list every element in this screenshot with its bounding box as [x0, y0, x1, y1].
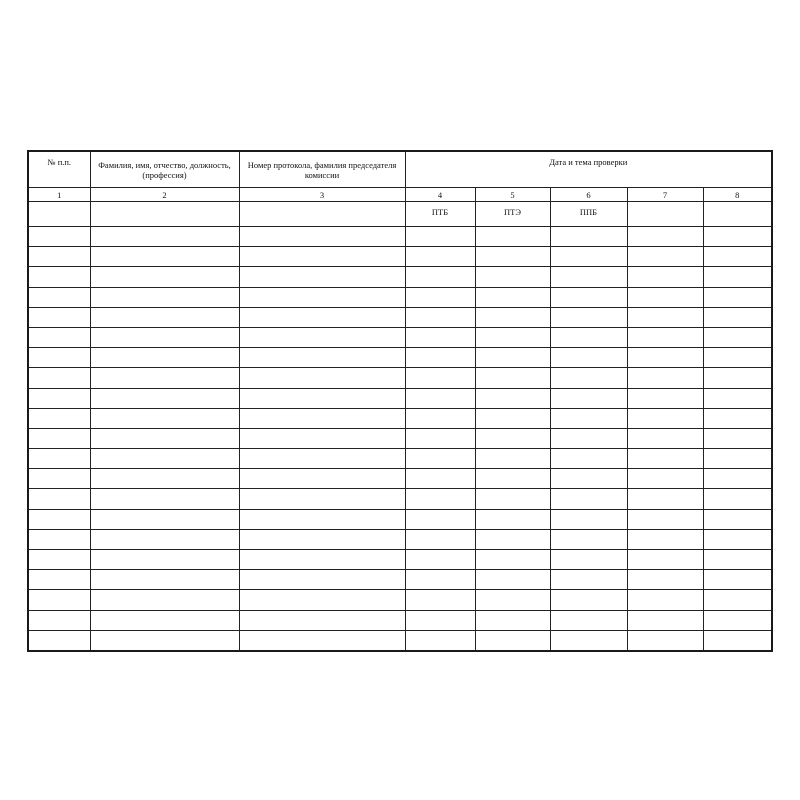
- table-cell[interactable]: [475, 610, 550, 630]
- column-number: 5: [475, 188, 550, 202]
- table-cell[interactable]: [703, 287, 772, 307]
- table-cell[interactable]: [703, 469, 772, 489]
- table-cell[interactable]: [627, 610, 703, 630]
- table-cell[interactable]: [28, 202, 90, 227]
- table-cell[interactable]: [28, 227, 90, 247]
- table-cell[interactable]: [703, 610, 772, 630]
- table-cell[interactable]: [703, 267, 772, 287]
- table-cell[interactable]: [475, 529, 550, 549]
- table-cell[interactable]: [627, 630, 703, 651]
- table-cell[interactable]: [550, 267, 627, 287]
- table-cell[interactable]: [475, 469, 550, 489]
- table-cell[interactable]: [28, 428, 90, 448]
- table-cell[interactable]: [703, 509, 772, 529]
- table-cell[interactable]: [28, 449, 90, 469]
- table-cell[interactable]: [28, 267, 90, 287]
- table-cell[interactable]: [405, 610, 475, 630]
- table-cell[interactable]: [475, 428, 550, 448]
- table-cell[interactable]: [550, 590, 627, 610]
- table-cell[interactable]: [405, 408, 475, 428]
- table-cell[interactable]: [475, 449, 550, 469]
- table-cell[interactable]: [627, 247, 703, 267]
- table-cell[interactable]: [405, 327, 475, 347]
- table-cell[interactable]: [550, 509, 627, 529]
- table-row: [28, 550, 772, 570]
- table-cell[interactable]: [28, 489, 90, 509]
- table-cell[interactable]: [239, 287, 405, 307]
- table-row: [28, 287, 772, 307]
- table-cell[interactable]: [405, 348, 475, 368]
- table-cell[interactable]: [475, 267, 550, 287]
- table-cell[interactable]: [627, 368, 703, 388]
- table-cell[interactable]: [90, 287, 239, 307]
- table-cell[interactable]: [405, 550, 475, 570]
- table-cell[interactable]: [475, 408, 550, 428]
- table-cell[interactable]: [405, 529, 475, 549]
- table-row: [28, 227, 772, 247]
- table-cell[interactable]: [475, 570, 550, 590]
- table-cell[interactable]: [405, 368, 475, 388]
- table-cell[interactable]: [550, 327, 627, 347]
- table-cell[interactable]: [627, 388, 703, 408]
- table-cell[interactable]: [703, 449, 772, 469]
- table-cell[interactable]: [90, 630, 239, 651]
- table-cell[interactable]: [239, 449, 405, 469]
- table-cell[interactable]: [239, 247, 405, 267]
- table-cell[interactable]: [550, 570, 627, 590]
- table-cell[interactable]: [239, 489, 405, 509]
- table-row: [28, 469, 772, 489]
- column-number: 8: [703, 188, 772, 202]
- table-cell[interactable]: [475, 509, 550, 529]
- column-number: 7: [627, 188, 703, 202]
- table-cell[interactable]: [90, 610, 239, 630]
- table-cell[interactable]: [239, 388, 405, 408]
- table-cell[interactable]: [405, 307, 475, 327]
- table-cell[interactable]: [239, 408, 405, 428]
- table-cell[interactable]: [627, 227, 703, 247]
- header-date-topic: Дата и тема проверки: [405, 151, 772, 188]
- table-cell[interactable]: [239, 307, 405, 327]
- table-row: [28, 408, 772, 428]
- topic-label[interactable]: [703, 202, 772, 227]
- table-cell[interactable]: [405, 489, 475, 509]
- table-cell[interactable]: [475, 368, 550, 388]
- table-cell[interactable]: [239, 368, 405, 388]
- table-cell[interactable]: [405, 449, 475, 469]
- column-number: 1: [28, 188, 90, 202]
- table-cell[interactable]: [475, 287, 550, 307]
- topic-label: ПТБ: [405, 202, 475, 227]
- table-cell[interactable]: [475, 247, 550, 267]
- table-cell[interactable]: [90, 590, 239, 610]
- table-cell[interactable]: [550, 388, 627, 408]
- topic-row: [28, 202, 772, 227]
- table-cell[interactable]: [28, 509, 90, 529]
- table-cell[interactable]: [475, 489, 550, 509]
- table-cell[interactable]: [28, 327, 90, 347]
- table-cell[interactable]: [550, 287, 627, 307]
- table-cell[interactable]: [627, 267, 703, 287]
- table-cell[interactable]: [90, 489, 239, 509]
- table-cell[interactable]: [28, 529, 90, 549]
- table-cell[interactable]: [627, 348, 703, 368]
- table-cell[interactable]: [627, 449, 703, 469]
- table-cell[interactable]: [550, 247, 627, 267]
- table-row: [28, 570, 772, 590]
- table-row: [28, 610, 772, 630]
- table-cell[interactable]: [90, 327, 239, 347]
- table-cell[interactable]: [90, 348, 239, 368]
- table-cell[interactable]: [703, 550, 772, 570]
- header-row: [28, 151, 772, 188]
- table-cell[interactable]: [405, 509, 475, 529]
- table-cell[interactable]: [475, 348, 550, 368]
- table-cell[interactable]: [550, 408, 627, 428]
- table-cell[interactable]: [550, 610, 627, 630]
- table-cell[interactable]: [90, 388, 239, 408]
- table-cell[interactable]: [475, 388, 550, 408]
- table-cell[interactable]: [703, 489, 772, 509]
- table-row: [28, 388, 772, 408]
- table-cell[interactable]: [405, 590, 475, 610]
- table-cell[interactable]: [239, 267, 405, 287]
- table-row: [28, 489, 772, 509]
- table-cell[interactable]: [239, 348, 405, 368]
- table-cell[interactable]: [550, 529, 627, 549]
- table-cell[interactable]: [475, 227, 550, 247]
- table-cell[interactable]: [239, 202, 405, 227]
- table-row: [28, 428, 772, 448]
- table-cell[interactable]: [239, 610, 405, 630]
- table-cell[interactable]: [28, 630, 90, 651]
- table-cell[interactable]: [550, 489, 627, 509]
- table-cell[interactable]: [28, 247, 90, 267]
- table-cell[interactable]: [28, 610, 90, 630]
- table-cell[interactable]: [703, 590, 772, 610]
- table-cell[interactable]: [28, 388, 90, 408]
- table-cell[interactable]: [405, 247, 475, 267]
- topic-label: ППБ: [550, 202, 627, 227]
- table-cell[interactable]: [703, 428, 772, 448]
- table-cell[interactable]: [550, 630, 627, 651]
- table-cell[interactable]: [550, 307, 627, 327]
- table-cell[interactable]: [703, 529, 772, 549]
- table-cell[interactable]: [239, 570, 405, 590]
- column-number: 3: [239, 188, 405, 202]
- header-index: № п.п.: [28, 151, 90, 188]
- table-cell[interactable]: [627, 428, 703, 448]
- table-cell[interactable]: [405, 267, 475, 287]
- table-cell[interactable]: [627, 408, 703, 428]
- table-cell[interactable]: [90, 307, 239, 327]
- topic-label: ПТЭ: [475, 202, 550, 227]
- table-cell[interactable]: [90, 227, 239, 247]
- table-cell[interactable]: [90, 408, 239, 428]
- table-cell[interactable]: [703, 630, 772, 651]
- table-cell[interactable]: [475, 630, 550, 651]
- table-row: [28, 529, 772, 549]
- table-cell[interactable]: [28, 368, 90, 388]
- table-row: [28, 267, 772, 287]
- table-cell[interactable]: [28, 287, 90, 307]
- table-cell[interactable]: [627, 550, 703, 570]
- table-cell[interactable]: [239, 428, 405, 448]
- table-cell[interactable]: [550, 449, 627, 469]
- table-cell[interactable]: [28, 550, 90, 570]
- table-row: [28, 348, 772, 368]
- table-cell[interactable]: [28, 590, 90, 610]
- table-cell[interactable]: [550, 227, 627, 247]
- table-cell[interactable]: [475, 590, 550, 610]
- table-cell[interactable]: [239, 529, 405, 549]
- table-cell[interactable]: [239, 327, 405, 347]
- table-cell[interactable]: [28, 570, 90, 590]
- table-cell[interactable]: [90, 202, 239, 227]
- table-cell[interactable]: [90, 550, 239, 570]
- table-cell[interactable]: [627, 489, 703, 509]
- table-cell[interactable]: [239, 550, 405, 570]
- table-cell[interactable]: [627, 509, 703, 529]
- table-cell[interactable]: [703, 388, 772, 408]
- table-cell[interactable]: [703, 368, 772, 388]
- table-row: [28, 327, 772, 347]
- table-cell[interactable]: [627, 287, 703, 307]
- table-cell[interactable]: [90, 368, 239, 388]
- table-cell[interactable]: [405, 428, 475, 448]
- table-cell[interactable]: [475, 550, 550, 570]
- table-cell[interactable]: [550, 348, 627, 368]
- table-cell[interactable]: [405, 469, 475, 489]
- table-cell[interactable]: [627, 469, 703, 489]
- table-cell[interactable]: [239, 590, 405, 610]
- table-cell[interactable]: [28, 408, 90, 428]
- inspection-log-table: [27, 150, 773, 652]
- table-row: [28, 368, 772, 388]
- table-row: [28, 590, 772, 610]
- table-cell[interactable]: [703, 327, 772, 347]
- table-cell[interactable]: [627, 570, 703, 590]
- table-cell[interactable]: [28, 348, 90, 368]
- table-cell[interactable]: [239, 630, 405, 651]
- table-cell[interactable]: [405, 388, 475, 408]
- table-cell[interactable]: [627, 327, 703, 347]
- table-cell[interactable]: [90, 247, 239, 267]
- table-cell[interactable]: [703, 307, 772, 327]
- table-cell[interactable]: [627, 307, 703, 327]
- table-cell[interactable]: [627, 590, 703, 610]
- table-cell[interactable]: [28, 469, 90, 489]
- table-cell[interactable]: [550, 428, 627, 448]
- table-cell[interactable]: [90, 267, 239, 287]
- column-number: 4: [405, 188, 475, 202]
- table-cell[interactable]: [90, 570, 239, 590]
- table-row: [28, 247, 772, 267]
- table-cell[interactable]: [703, 247, 772, 267]
- topic-label[interactable]: [627, 202, 703, 227]
- table-cell[interactable]: [475, 327, 550, 347]
- table-cell[interactable]: [405, 570, 475, 590]
- table-cell[interactable]: [475, 307, 550, 327]
- table-cell[interactable]: [90, 428, 239, 448]
- header-full-name: Фамилия, имя, отчество, должность, (профессия): [90, 151, 239, 188]
- column-number: 2: [90, 188, 239, 202]
- table-cell[interactable]: [405, 287, 475, 307]
- table-cell[interactable]: [703, 348, 772, 368]
- table-row: [28, 630, 772, 651]
- table-row: [28, 307, 772, 327]
- table-cell[interactable]: [703, 227, 772, 247]
- table-cell[interactable]: [90, 509, 239, 529]
- table-row: [28, 509, 772, 529]
- table-cell[interactable]: [90, 469, 239, 489]
- journal-sheet: [27, 150, 771, 652]
- table-cell[interactable]: [90, 449, 239, 469]
- column-numbers-row: [28, 188, 772, 202]
- table-cell[interactable]: [550, 550, 627, 570]
- table-cell[interactable]: [703, 570, 772, 590]
- table-cell[interactable]: [550, 368, 627, 388]
- column-number: 6: [550, 188, 627, 202]
- table-cell[interactable]: [90, 529, 239, 549]
- header-protocol-number: Номер протокола, фамилия председателя комиссии: [239, 151, 405, 188]
- table-cell[interactable]: [405, 227, 475, 247]
- table-cell[interactable]: [627, 529, 703, 549]
- table-cell[interactable]: [239, 469, 405, 489]
- table-cell[interactable]: [405, 630, 475, 651]
- table-cell[interactable]: [239, 227, 405, 247]
- table-cell[interactable]: [239, 509, 405, 529]
- table-cell[interactable]: [703, 408, 772, 428]
- table-cell[interactable]: [28, 307, 90, 327]
- table-cell[interactable]: [550, 469, 627, 489]
- table-row: [28, 449, 772, 469]
